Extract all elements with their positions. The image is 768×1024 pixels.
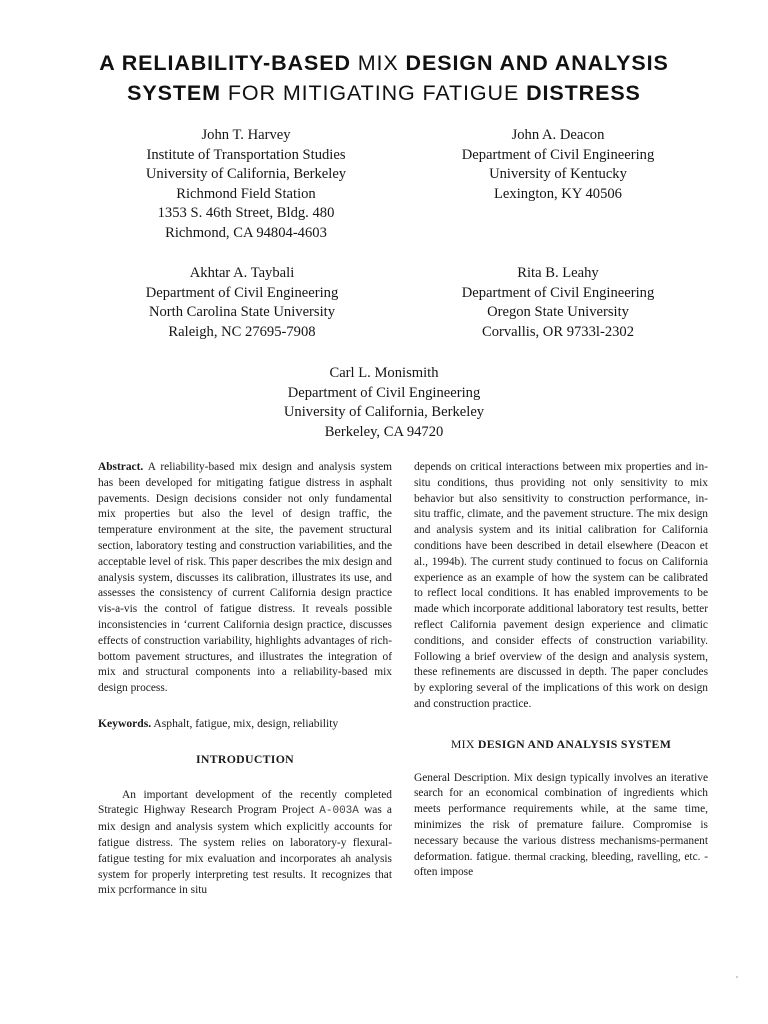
introduction-paragraph [98,788,392,900]
title-line-1: A RELIABILITY-BASED MIX DESIGN AND ANALYSIS [99,51,669,75]
author-affiliation-line: Department of Civil Engineering [461,284,655,301]
author-block-taybali [92,264,392,342]
introduction-text: An important development of the recently completed Strategic Highway Research Program Project [98,788,392,817]
abstract-paragraph [98,460,392,697]
author-block-deacon [408,126,708,204]
keywords-text: Asphalt, fatigue, mix, design, reliability [153,716,339,730]
right-column [414,460,708,881]
author-block-leahy [408,264,708,342]
introduction-heading: INTRODUCTION [196,751,294,766]
abstract-label: Abstract. [98,461,144,473]
author-affiliation-line: Richmond Field Station [176,185,316,202]
author-affiliation-line: Department of Civil Engineering [461,146,655,163]
author-affiliation-line: University of California, Berkeley [283,404,485,421]
general-description-text-end: bleeding, ravelling, etc. - often impose [414,850,708,879]
abstract-continuation-paragraph: depends on critical interactions between mix properties and in-situ conditions, thus providing not only sensitivity to mix behavior but also sensitivity to construction performance, in-situ traffic, climate, and the pavement structure. The mix design and analysis system and its initial calibration for California conditions have been described in detail elsewhere (Deacon et al., 1994b). The current study continued to focus on California experience as an example of how the system can be calibrated to reflect local conditions. It has enabled improvements to be made which incorporate additional laboratory test results, better reflect California pavement design experience and climatic conditions, and consider effects of construction variability. Following a brief overview of the design and analysis system, these refinements are discussed in depth. The paper concludes by exploring several of the implications of this work on design and construction practice. [414,461,708,710]
mix-design-heading: MIX DESIGN AND ANALYSIS SYSTEM [450,736,672,751]
scan-artifact-dot [736,976,738,978]
title-line-2: SYSTEM FOR MITIGATING FATIGUE DISTRESS [127,81,641,105]
author-affiliation-line: Oregon State University [487,304,629,321]
author-affiliation-line: North Carolina State University [148,304,336,321]
author-affiliation-line: University of Kentucky [489,166,627,183]
keywords-paragraph [98,716,392,732]
paper-title [40,48,728,108]
author-affiliation-line: Department of Civil Engineering [287,384,481,401]
general-description-small-text: thermal cracking, [514,851,588,863]
author-address-line: Raleigh, NC 27695-7908 [168,323,316,340]
left-column [98,460,392,899]
author-affiliation-line: Department of Civil Engineering [145,284,339,301]
author-block-harvey [96,126,396,244]
author-affiliation-line: University of California, Berkeley [145,166,347,183]
project-code: A-003A [319,805,359,818]
general-description-paragraph [414,771,708,882]
author-address-line: 1353 S. 46th Street, Bldg. 480 [157,205,335,222]
introduction-text-continued: was a mix design and analysis system which explicitly accounts for fatigue distress. The system relies on laboratory-y flexural-fatigue testing for mix evaluation and incorporates ah analysis system for properly interpreting test results. It recognizes that mix pcrformance in situ [98,804,392,897]
keywords-label: Keywords. [98,716,152,730]
author-name: John A. Deacon [511,127,605,143]
author-address-line: Corvallis, OR 9733l-2302 [481,323,635,340]
author-address-line: Berkeley, CA 94720 [324,423,444,440]
abstract-text: A reliability-based mix design and analysis system has been developed for mitigating fatigue distress in asphalt pavements. Design decisions consider not only fundamental mix properties but also the level of design traffic, the temperature environment at the site, the pavement structural section, laboratory testing and construction variabilities, and the acceptable level of risk. This paper describes the mix design and analysis system, discusses its calibration, illustrates its use, and assesses the consistency of current California design practice vis-a-vis the control of fatigue distress. It reveals possible inconsistencies in ‘current California design practice, discusses effects of construction variability, highlights advantages of rich-bottom pavement structures, and illustrates the integration of mix and structural components into a reliability-based mix design process. [98,461,392,695]
author-address-line: Richmond, CA 94804-4603 [165,224,327,241]
author-name: Rita B. Leahy [517,265,599,281]
author-address-line: Lexington, KY 40506 [494,185,622,202]
author-name: Carl L. Monismith [329,365,439,381]
author-affiliation-line: Institute of Transportation Studies [146,146,346,163]
general-description-text: General Description. Mix design typically involves an iterative search for an economical combination of ingredients which meets performance requirements while, at the same time, minimizes the risk of premature failure. Compromise is necessary because the various distress mechanisms-permanent deformation. fatigue. [414,771,708,863]
author-name: Akhtar A. Taybali [189,265,295,281]
author-block-monismith [234,364,534,442]
author-name: John T. Harvey [201,127,291,143]
